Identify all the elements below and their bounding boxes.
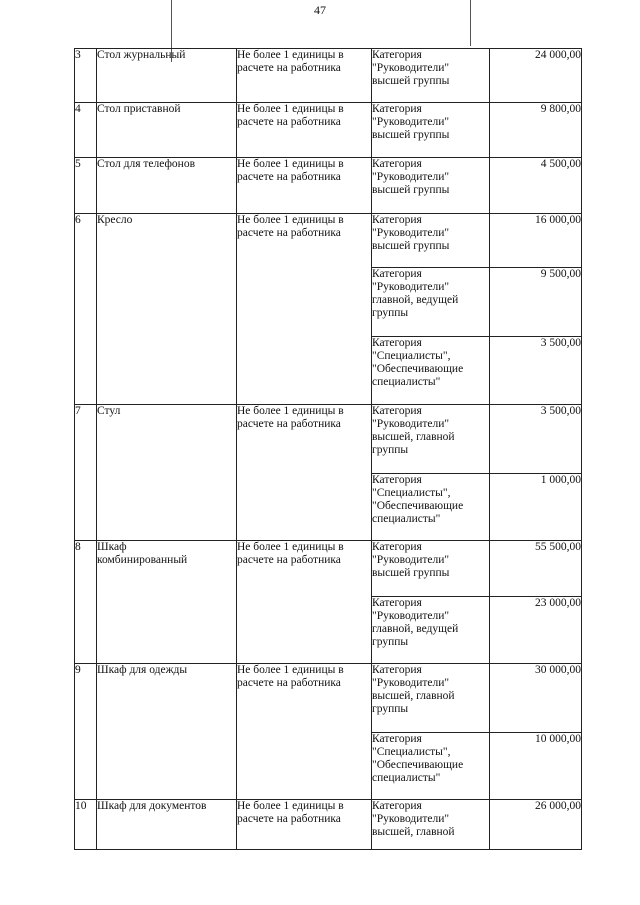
table-row — [75, 103, 582, 158]
table-row — [75, 49, 582, 103]
item-name-cell: Шкаф комбинированный — [97, 541, 237, 664]
employee-category-cell: Категория "Руководители" высшей группы — [372, 49, 490, 103]
item-number-cell: 5 — [75, 158, 97, 214]
table-row — [75, 800, 582, 850]
item-name-cell: Шкаф для одежды — [97, 664, 237, 800]
employee-category-cell: Категория "Руководители" главной, ведущей группы — [372, 268, 490, 337]
employee-category-cell: Категория "Руководители" высшей, главной группы — [372, 405, 490, 474]
item-name-cell: Стол приставной — [97, 103, 237, 158]
employee-category-cell: Категория "Руководители" высшей, главной — [372, 800, 490, 850]
price-cell: 1 000,00 — [490, 474, 582, 541]
price-cell: 30 000,00 — [490, 664, 582, 733]
employee-category-cell: Категория "Специалисты", "Обеспечивающие специалисты" — [372, 733, 490, 800]
item-number-cell: 8 — [75, 541, 97, 664]
employee-category-cell: Категория "Руководители" высшей группы — [372, 158, 490, 214]
employee-category-cell: Категория "Специалисты", "Обеспечивающие специалисты" — [372, 474, 490, 541]
price-cell: 4 500,00 — [490, 158, 582, 214]
table-row — [75, 664, 582, 733]
price-cell: 23 000,00 — [490, 597, 582, 664]
price-cell: 16 000,00 — [490, 214, 582, 268]
table-body — [75, 49, 582, 850]
item-name-cell: Стол для телефонов — [97, 158, 237, 214]
table-row — [75, 158, 582, 214]
employee-category-cell: Категория "Руководители" высшей, главной группы — [372, 664, 490, 733]
item-name-cell: Шкаф для документов — [97, 800, 237, 850]
item-number-cell: 4 — [75, 103, 97, 158]
item-name-cell: Кресло — [97, 214, 237, 405]
price-cell: 9 800,00 — [490, 103, 582, 158]
quantity-norm-cell: Не более 1 единицы в расчете на работника — [237, 541, 372, 664]
page-number: 47 — [314, 3, 326, 17]
price-cell: 26 000,00 — [490, 800, 582, 850]
table-row — [75, 214, 582, 268]
price-cell: 55 500,00 — [490, 541, 582, 597]
item-number-cell: 7 — [75, 405, 97, 541]
employee-category-cell: Категория "Руководители" высшей группы — [372, 103, 490, 158]
item-number-cell: 3 — [75, 49, 97, 103]
price-cell: 3 500,00 — [490, 337, 582, 405]
item-number-cell: 10 — [75, 800, 97, 850]
employee-category-cell: Категория "Руководители" главной, ведущей группы — [372, 597, 490, 664]
quantity-norm-cell: Не более 1 единицы в расчете на работника — [237, 214, 372, 405]
price-cell: 9 500,00 — [490, 268, 582, 337]
price-cell: 24 000,00 — [490, 49, 582, 103]
employee-category-cell: Категория "Руководители" высшей группы — [372, 214, 490, 268]
table-row — [75, 405, 582, 474]
quantity-norm-cell: Не более 1 единицы в расчете на работника — [237, 158, 372, 214]
employee-category-cell: Категория "Специалисты", "Обеспечивающие специалисты" — [372, 337, 490, 405]
quantity-norm-cell: Не более 1 единицы в расчете на работника — [237, 405, 372, 541]
quantity-norm-cell: Не более 1 единицы в расчете на работника — [237, 103, 372, 158]
table-row — [75, 541, 582, 597]
quantity-norm-cell: Не более 1 единицы в расчете на работника — [237, 800, 372, 850]
quantity-norm-cell: Не более 1 единицы в расчете на работника — [237, 49, 372, 103]
price-cell: 10 000,00 — [490, 733, 582, 800]
item-name-cell: Стол журнальный — [97, 49, 237, 103]
employee-category-cell: Категория "Руководители" высшей группы — [372, 541, 490, 597]
quantity-norm-cell: Не более 1 единицы в расчете на работника — [237, 664, 372, 800]
scan-artifact-line — [470, 0, 471, 46]
furniture-price-table — [74, 48, 582, 850]
item-number-cell: 6 — [75, 214, 97, 405]
item-number-cell: 9 — [75, 664, 97, 800]
item-name-cell: Стул — [97, 405, 237, 541]
price-cell: 3 500,00 — [490, 405, 582, 474]
